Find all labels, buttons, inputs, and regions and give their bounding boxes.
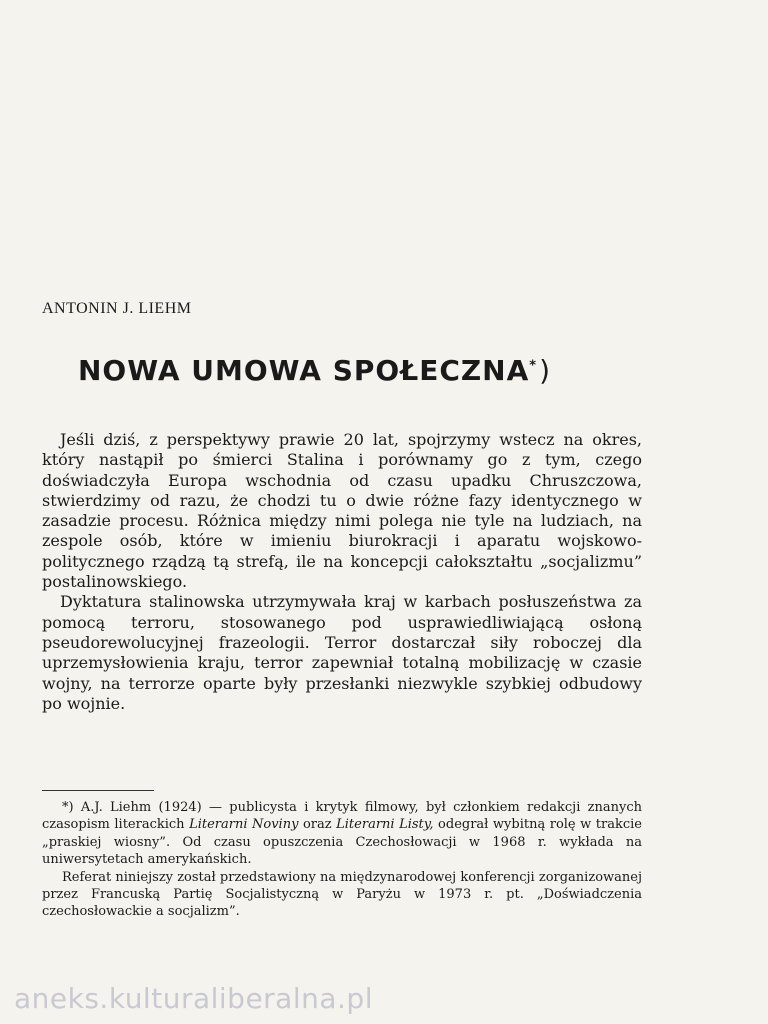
- body-paragraph-2-text: Dyktatura stalinowska utrzymywała kraj w karbach posłuszeństwa za pomocą terroru, stosowanego pod usprawiedliwiającą osłoną pseudorewolucyjnej frazeologii. Terror dostarczał siły roboczej dla uprzemysłowienia kraju, terror zapewniał totalną mobilizację w czasie wojny, na terrorze oparte były przesłanki niezwykle szybkiej odbudowy po wojnie.: [42, 592, 642, 713]
- footnote-journal-2: Literarni Listy,: [336, 817, 434, 833]
- footnote-mid: oraz: [302, 817, 332, 833]
- article-body: [42, 430, 642, 714]
- footnote-marker-paren: ): [539, 354, 552, 387]
- author-name: ANTONIN J. LIEHM: [42, 300, 192, 317]
- source-watermark: aneks.kulturaliberalna.pl: [14, 982, 373, 1015]
- footnote-separator: [42, 790, 154, 791]
- footnote-marker: *: [529, 358, 538, 374]
- article-title: [78, 354, 551, 387]
- body-paragraph-1-text: Jeśli dziś, z perspektywy prawie 20 lat, spojrzymy wstecz na okres, który nastąpił po śmierci Stalina i porównamy go z tym, czego doświadczyła Europa wschodnia od czasu upadku Chruszczowa, stwierdzimy od razu, że chodzi tu o dwie różne fazy identycznego w zasadzie procesu. Różnica między nimi polega nie tyle na ludziach, na zespole osób, które w imieniu biurokracji i aparatu wojskowo-politycznego rządzą tą strefą, ile na koncepcji całokształtu „socjalizmu” postalinowskiego.: [42, 430, 642, 592]
- footnote-lead: *) A.J. Liehm (1924) — publicysta i krytyk filmowy, był członkiem redakcji znanych czasopism literackich: [42, 800, 642, 833]
- footnotes: [42, 799, 642, 921]
- footnote-paragraph-2: [42, 869, 642, 921]
- article-title-text: NOWA UMOWA SPOŁECZNA: [78, 354, 530, 387]
- body-paragraph-2: [42, 592, 642, 714]
- body-paragraph-1: [42, 430, 642, 592]
- footnote-paragraph-1: [42, 799, 642, 869]
- footnote-journal-1: Literarni Noviny: [189, 817, 299, 833]
- footnote-tail: odegrał wybitną rolę w trakcie „praskiej wiosny”. Od czasu opuszczenia Czechosłowacji w 1968 r. wykłada na uniwersytetach amerykańskich.: [42, 817, 642, 868]
- footnote-paragraph-2-text: Referat niniejszy został przedstawiony na międzynarodowej konferencji zorganizowanej przez Francuską Partię Socjalistyczną w Paryżu w 1973 r. pt. „Doświadczenia czechosłowackie a socjalizm”.: [42, 869, 642, 920]
